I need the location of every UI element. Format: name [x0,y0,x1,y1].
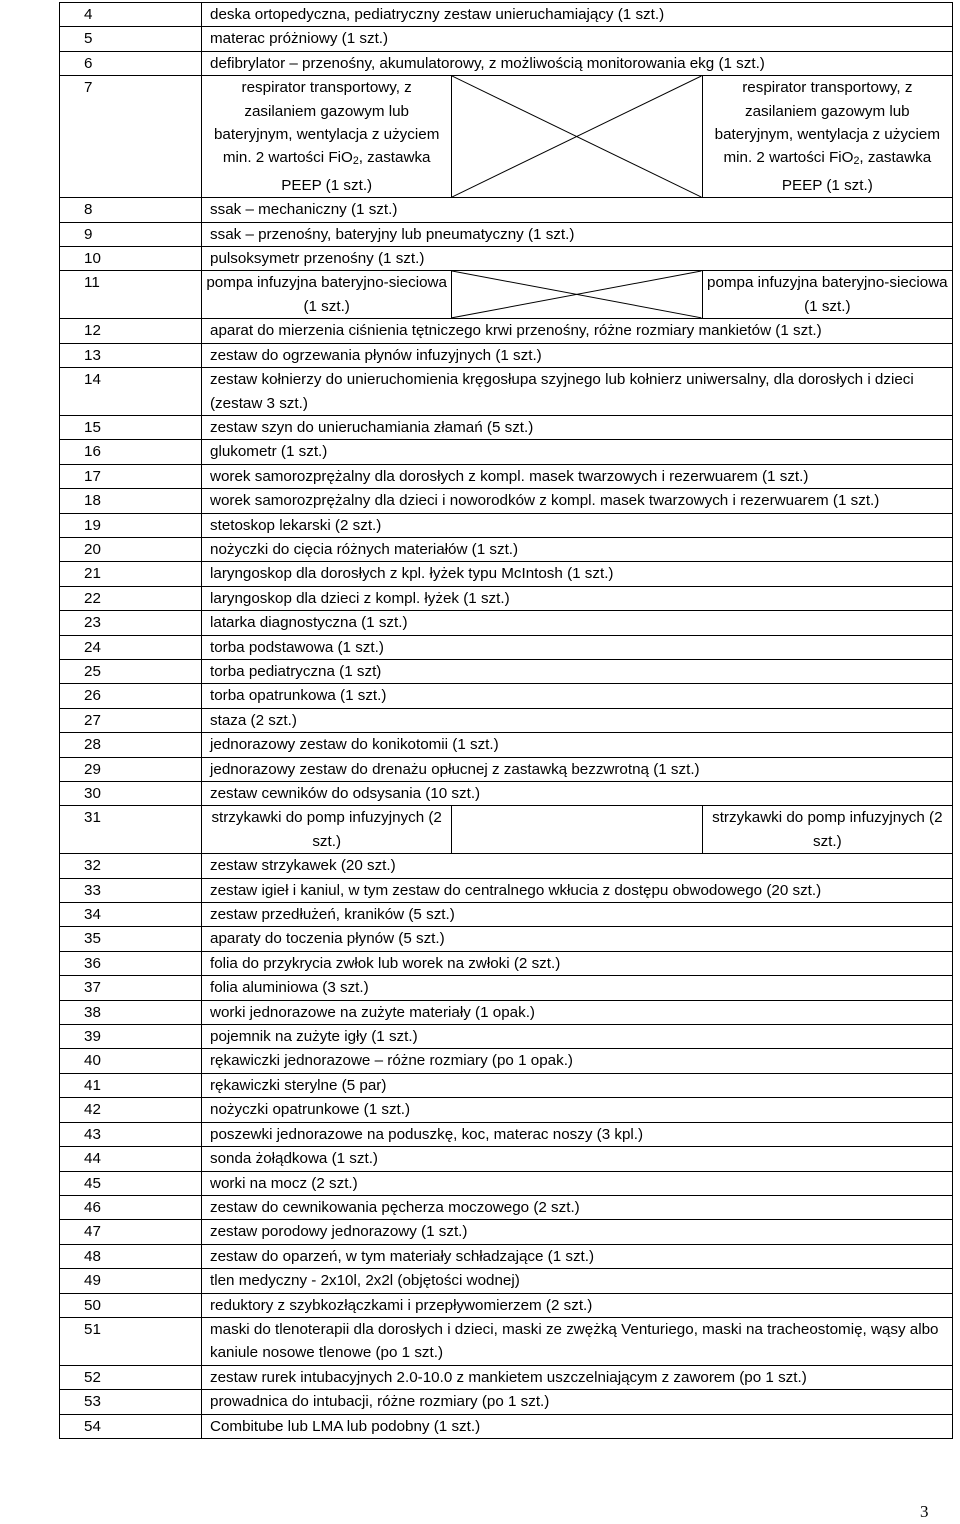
item-description: laryngoskop dla dorosłych z kpl. łyżek typu McIntosh (1 szt.) [202,562,953,586]
item-number: 40 [60,1049,202,1073]
item-description: reduktory z szybkozłączkami i przepływomierzem (2 szt.) [202,1293,953,1317]
item-description: zestaw igieł i kaniul, w tym zestaw do centralnego wkłucia z dostępu obwodowego (20 szt.) [202,878,953,902]
item-description: latarka diagnostyczna (1 szt.) [202,611,953,635]
item-number: 18 [60,489,202,513]
equipment-table [59,2,953,1439]
item-description: sonda żołądkowa (1 szt.) [202,1147,953,1171]
item-description: zestaw do cewnikowania pęcherza moczowego (2 szt.) [202,1195,953,1219]
table-row [60,1365,953,1389]
item-number: 21 [60,562,202,586]
crossed-out-cell [452,806,702,854]
table-row [60,1414,953,1438]
table-row [60,247,953,271]
item-description: torba opatrunkowa (1 szt.) [202,684,953,708]
table-row [60,1025,953,1049]
item-number: 26 [60,684,202,708]
item-number: 38 [60,1000,202,1024]
item-description: worki jednorazowe na zużyte materiały (1 opak.) [202,1000,953,1024]
item-description: deska ortopedyczna, pediatryczny zestaw unieruchamiający (1 szt.) [202,3,953,27]
item-number: 54 [60,1414,202,1438]
item-number: 15 [60,415,202,439]
item-description: pulsoksymetr przenośny (1 szt.) [202,247,953,271]
item-number: 16 [60,440,202,464]
table-row [60,635,953,659]
item-description: jednorazowy zestaw do konikotomii (1 szt.) [202,733,953,757]
table-row [60,27,953,51]
table-row [60,951,953,975]
item-description-right [702,806,952,854]
item-number: 22 [60,586,202,610]
item-text-right: respirator transportowy, z zasilaniem gazowym lub bateryjnym, wentylacja z użyciem min. 2 wartości FiO [714,79,940,167]
item-number: 23 [60,611,202,635]
item-description: glukometr (1 szt.) [202,440,953,464]
item-description: zestaw cewników do odsysania (10 szt.) [202,782,953,806]
item-number: 44 [60,1147,202,1171]
item-number: 6 [60,51,202,75]
item-description: jednorazowy zestaw do drenażu opłucnej z zastawką bezzwrotną (1 szt.) [202,757,953,781]
table-row [60,1195,953,1219]
item-description: pojemnik na zużyte igły (1 szt.) [202,1025,953,1049]
item-number: 28 [60,733,202,757]
subscript: 2 [853,155,860,168]
item-number: 33 [60,878,202,902]
item-number: 8 [60,198,202,222]
table-row [60,319,953,343]
item-description-right [702,76,952,198]
item-text-left: strzykawki do pomp infuzyjnych (2 szt.) [211,809,442,850]
item-description: worek samorozprężalny dla dorosłych z kompl. masek twarzowych i rezerwuarem (1 szt.) [202,464,953,488]
item-text-left: pompa infuzyjna bateryjno-sieciowa (1 szt.) [206,274,447,315]
item-description: poszewki jednorazowe na poduszkę, koc, materac noszy (3 kpl.) [202,1122,953,1146]
item-number: 29 [60,757,202,781]
table-row [60,1171,953,1195]
item-description: nożyczki do cięcia różnych materiałów (1 szt.) [202,537,953,561]
item-description: torba pediatryczna (1 szt) [202,659,953,683]
item-number: 39 [60,1025,202,1049]
table-row [60,757,953,781]
item-number: 46 [60,1195,202,1219]
subscript: 2 [352,155,359,168]
item-number: 10 [60,247,202,271]
item-number: 36 [60,951,202,975]
table-row [60,782,953,806]
table-row [60,1049,953,1073]
table-row [60,489,953,513]
item-number: 31 [60,806,202,854]
item-number: 37 [60,976,202,1000]
item-number: 51 [60,1317,202,1365]
item-description: Combitube lub LMA lub podobny (1 szt.) [202,1414,953,1438]
item-description: torba podstawowa (1 szt.) [202,635,953,659]
item-number: 50 [60,1293,202,1317]
crossed-out-cell [452,76,702,198]
table-row [60,271,953,319]
item-description: zestaw do oparzeń, w tym materiały schładzające (1 szt.) [202,1244,953,1268]
item-description: zestaw przedłużeń, kraników (5 szt.) [202,903,953,927]
item-number: 24 [60,635,202,659]
item-description: zestaw szyn do unieruchamiania złamań (5 szt.) [202,415,953,439]
table-row [60,659,953,683]
table-row [60,1122,953,1146]
item-description: zestaw porodowy jednorazowy (1 szt.) [202,1220,953,1244]
item-description: ssak – mechaniczny (1 szt.) [202,198,953,222]
item-description-left [202,806,452,854]
item-description: ssak – przenośny, bateryjny lub pneumatyczny (1 szt.) [202,222,953,246]
table-row [60,3,953,27]
item-description: zestaw kołnierzy do unieruchomienia kręgosłupa szyjnego lub kołnierz uniwersalny, dla dorosłych i dzieci (zestaw 3 szt.) [202,368,953,416]
item-number: 19 [60,513,202,537]
item-number: 53 [60,1390,202,1414]
table-row [60,368,953,416]
item-number: 7 [60,76,202,198]
table-row [60,537,953,561]
table-row [60,708,953,732]
item-description: stetoskop lekarski (2 szt.) [202,513,953,537]
table-row [60,684,953,708]
item-number: 41 [60,1073,202,1097]
item-number: 30 [60,782,202,806]
item-text-left-cont: , zastawka PEEP (1 szt.) [281,149,431,194]
table-row [60,562,953,586]
item-number: 13 [60,343,202,367]
item-number: 4 [60,3,202,27]
item-text-right: strzykawki do pomp infuzyjnych (2 szt.) [712,809,943,850]
table-row [60,854,953,878]
table-row [60,1098,953,1122]
table-row [60,1220,953,1244]
table-row [60,733,953,757]
item-number: 42 [60,1098,202,1122]
table-row [60,51,953,75]
page-number: 3 [920,1502,929,1521]
table-row [60,1269,953,1293]
equipment-table-body [60,3,953,1439]
table-row [60,1317,953,1365]
cross-out-mark [452,271,701,318]
item-description: laryngoskop dla dzieci z kompl. łyżek (1 szt.) [202,586,953,610]
item-text-right: pompa infuzyjna bateryjno-sieciowa (1 szt.) [707,274,948,315]
item-number: 20 [60,537,202,561]
table-row [60,878,953,902]
item-number: 47 [60,1220,202,1244]
item-number: 27 [60,708,202,732]
table-row [60,1073,953,1097]
table-row [60,1293,953,1317]
item-number: 32 [60,854,202,878]
item-number: 49 [60,1269,202,1293]
crossed-out-cell [452,271,702,319]
table-row [60,415,953,439]
item-description: nożyczki opatrunkowe (1 szt.) [202,1098,953,1122]
item-description-right [702,271,952,319]
item-text-right-cont: , zastawka PEEP (1 szt.) [781,149,932,194]
item-number: 12 [60,319,202,343]
table-row [60,198,953,222]
table-row [60,76,953,198]
item-description: maski do tlenoterapii dla dorosłych i dzieci, maski ze zwężką Venturiego, maski na tracheostomię, wąsy albo kaniule nosowe tlenowe (po 1 szt.) [202,1317,953,1365]
item-description: worek samorozprężalny dla dzieci i noworodków z kompl. masek twarzowych i rezerwuarem (1 szt.) [202,489,953,513]
item-number: 52 [60,1365,202,1389]
item-number: 25 [60,659,202,683]
item-description: tlen medyczny - 2x10l, 2x2l (objętości wodnej) [202,1269,953,1293]
table-row [60,1147,953,1171]
item-number: 5 [60,27,202,51]
table-row [60,343,953,367]
table-row [60,903,953,927]
item-number: 11 [60,271,202,319]
table-row [60,976,953,1000]
item-description: materac próżniowy (1 szt.) [202,27,953,51]
table-row [60,927,953,951]
item-description: aparaty do toczenia płynów (5 szt.) [202,927,953,951]
item-number: 45 [60,1171,202,1195]
table-row [60,464,953,488]
table-row [60,513,953,537]
item-description: prowadnica do intubacji, różne rozmiary (po 1 szt.) [202,1390,953,1414]
item-number: 9 [60,222,202,246]
item-number: 14 [60,368,202,416]
item-description: zestaw do ogrzewania płynów infuzyjnych (1 szt.) [202,343,953,367]
table-row [60,1244,953,1268]
item-description: aparat do mierzenia ciśnienia tętniczego krwi przenośny, różne rozmiary mankietów (1 szt.) [202,319,953,343]
item-description-left [202,271,452,319]
item-number: 17 [60,464,202,488]
item-number: 43 [60,1122,202,1146]
item-description: worki na mocz (2 szt.) [202,1171,953,1195]
item-number: 34 [60,903,202,927]
item-number: 48 [60,1244,202,1268]
table-row [60,222,953,246]
item-description: rękawiczki jednorazowe – różne rozmiary (po 1 opak.) [202,1049,953,1073]
item-description: defibrylator – przenośny, akumulatorowy, z możliwością monitorowania ekg (1 szt.) [202,51,953,75]
table-row [60,440,953,464]
item-description: folia aluminiowa (3 szt.) [202,976,953,1000]
item-description: folia do przykrycia zwłok lub worek na zwłoki (2 szt.) [202,951,953,975]
table-row [60,806,953,854]
table-row [60,1390,953,1414]
item-description: zestaw rurek intubacyjnych 2.0-10.0 z mankietem uszczelniającym z zaworem (po 1 szt.) [202,1365,953,1389]
cross-out-mark [452,76,701,197]
table-row [60,586,953,610]
item-description: staza (2 szt.) [202,708,953,732]
item-number: 35 [60,927,202,951]
table-row [60,1000,953,1024]
item-description: rękawiczki sterylne (5 par) [202,1073,953,1097]
table-row [60,611,953,635]
item-description-left [202,76,452,198]
item-description: zestaw strzykawek (20 szt.) [202,854,953,878]
item-text-left: respirator transportowy, z zasilaniem gazowym lub bateryjnym, wentylacja z użyciem min. 2 wartości FiO [213,79,440,167]
